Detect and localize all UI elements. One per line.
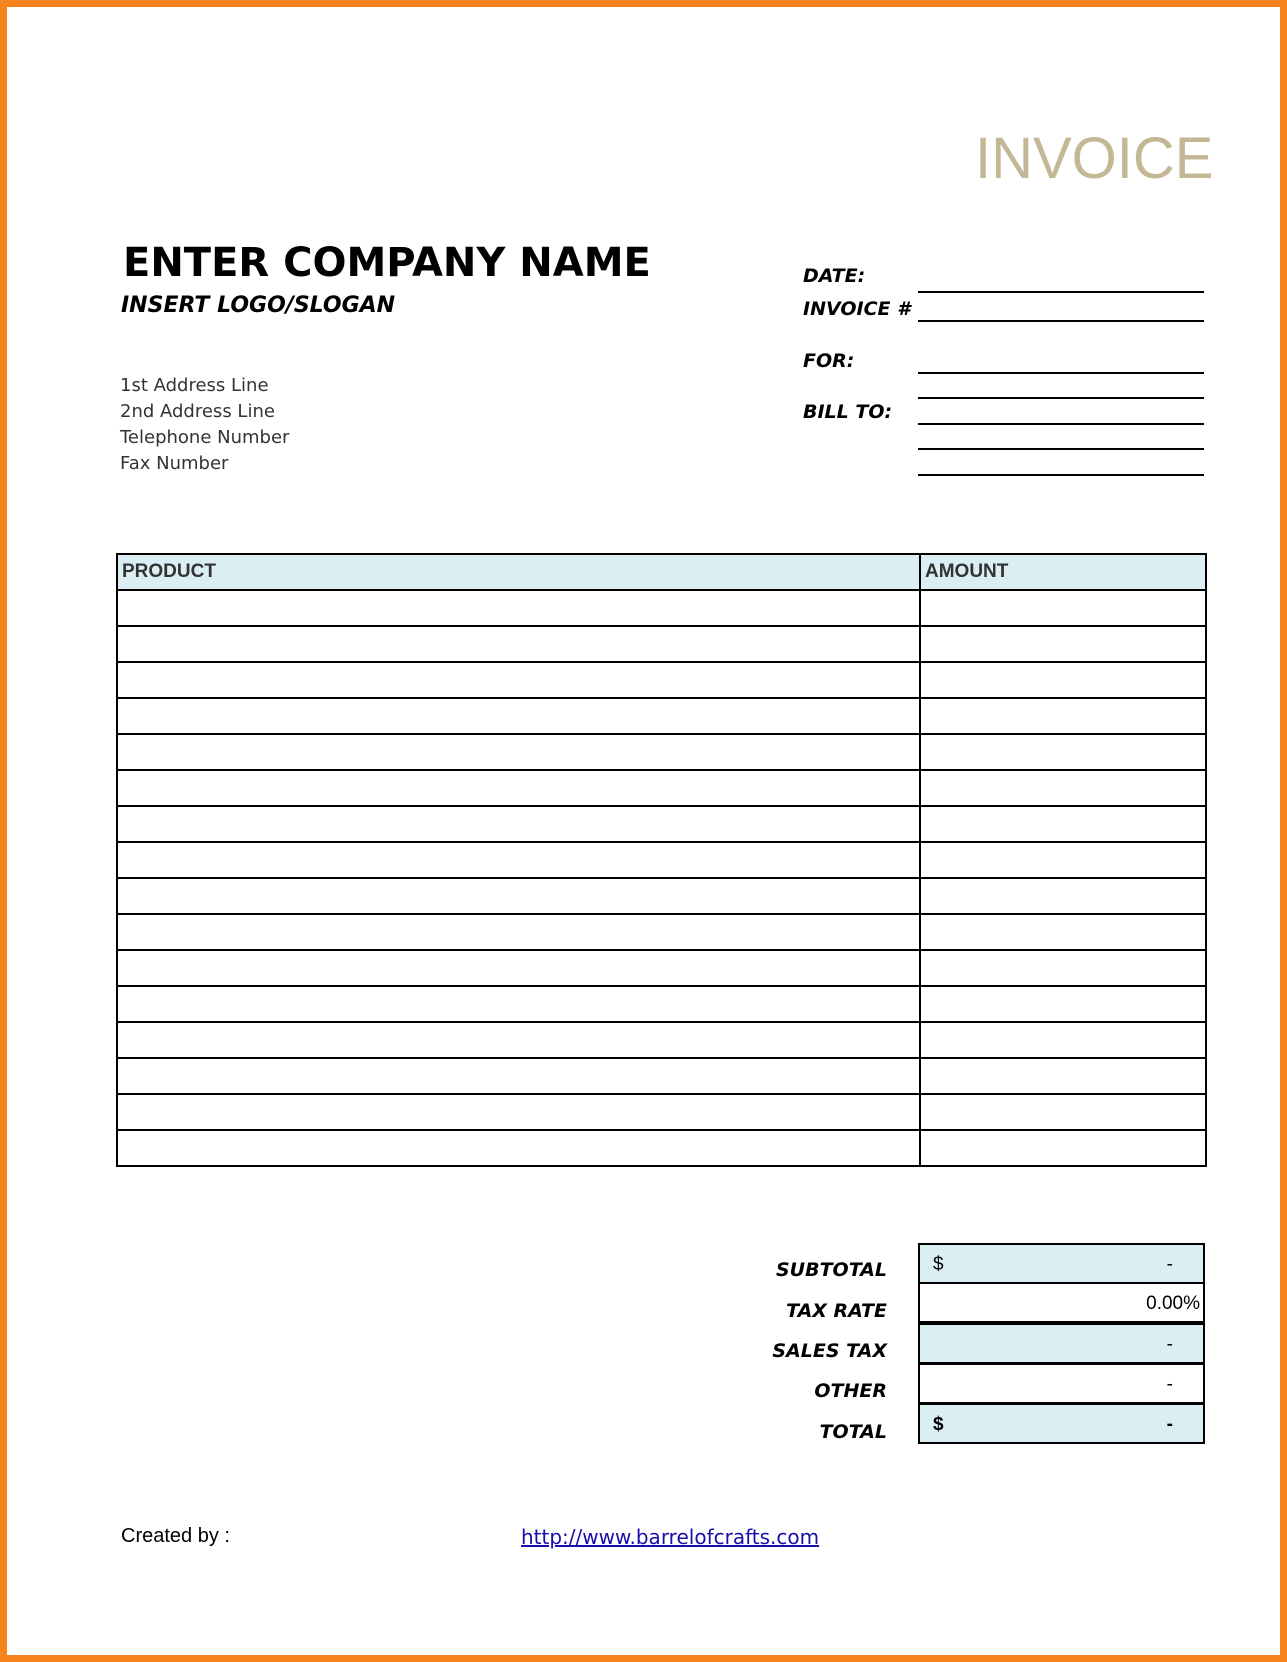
amount-cell[interactable] bbox=[920, 1058, 1206, 1094]
amount-cell[interactable] bbox=[920, 878, 1206, 914]
table-row bbox=[117, 914, 1206, 950]
table-row bbox=[117, 986, 1206, 1022]
table-row bbox=[117, 1022, 1206, 1058]
amount-column-header: AMOUNT bbox=[920, 554, 1206, 590]
product-cell[interactable] bbox=[117, 1022, 920, 1058]
tax-rate-label: TAX RATE bbox=[786, 1300, 887, 1322]
logo-slogan: INSERT LOGO/SLOGAN bbox=[121, 293, 396, 318]
fax-line: Fax Number bbox=[120, 453, 229, 474]
date-label: DATE: bbox=[803, 265, 866, 287]
product-cell[interactable] bbox=[117, 986, 920, 1022]
total-cell bbox=[918, 1403, 1205, 1444]
product-cell[interactable] bbox=[117, 698, 920, 734]
bill-to-label: BILL TO: bbox=[803, 401, 893, 423]
product-cell[interactable] bbox=[117, 878, 920, 914]
date-field-line[interactable] bbox=[918, 291, 1204, 293]
tax-rate-value: 0.00% bbox=[1146, 1293, 1200, 1314]
table-header-row bbox=[117, 554, 1206, 590]
table-row bbox=[117, 590, 1206, 626]
product-cell[interactable] bbox=[117, 662, 920, 698]
product-cell[interactable] bbox=[117, 1094, 920, 1130]
address-line-1: 1st Address Line bbox=[120, 375, 269, 396]
telephone-line: Telephone Number bbox=[120, 427, 290, 448]
table-row bbox=[117, 878, 1206, 914]
amount-cell[interactable] bbox=[920, 626, 1206, 662]
sales-tax-label: SALES TAX bbox=[772, 1340, 887, 1362]
table-row bbox=[117, 626, 1206, 662]
amount-cell[interactable] bbox=[920, 734, 1206, 770]
total-currency: $ bbox=[933, 1414, 944, 1435]
invoice-number-field-line[interactable] bbox=[918, 320, 1204, 322]
bill-to-field-line-4[interactable] bbox=[918, 474, 1204, 476]
amount-cell[interactable] bbox=[920, 914, 1206, 950]
total-value: - bbox=[1166, 1414, 1173, 1435]
amount-cell[interactable] bbox=[920, 662, 1206, 698]
table-row bbox=[117, 1094, 1206, 1130]
items-table bbox=[116, 553, 1207, 1167]
amount-cell[interactable] bbox=[920, 842, 1206, 878]
table-row bbox=[117, 698, 1206, 734]
product-cell[interactable] bbox=[117, 590, 920, 626]
bill-to-field-line-1[interactable] bbox=[918, 397, 1204, 399]
subtotal-value: - bbox=[1166, 1254, 1173, 1275]
address-line-2: 2nd Address Line bbox=[120, 401, 275, 422]
table-row bbox=[117, 842, 1206, 878]
product-cell[interactable] bbox=[117, 914, 920, 950]
other-value: - bbox=[1166, 1374, 1173, 1395]
bill-to-field-line-2[interactable] bbox=[918, 423, 1204, 425]
amount-cell[interactable] bbox=[920, 590, 1206, 626]
amount-cell[interactable] bbox=[920, 1022, 1206, 1058]
other-cell[interactable] bbox=[918, 1363, 1205, 1404]
amount-cell[interactable] bbox=[920, 698, 1206, 734]
amount-cell[interactable] bbox=[920, 950, 1206, 986]
amount-cell[interactable] bbox=[920, 770, 1206, 806]
total-label: TOTAL bbox=[819, 1421, 887, 1443]
subtotal-cell bbox=[918, 1243, 1205, 1284]
product-cell[interactable] bbox=[117, 626, 920, 662]
company-name: ENTER COMPANY NAME bbox=[123, 240, 651, 286]
address-block bbox=[120, 373, 289, 477]
product-cell[interactable] bbox=[117, 842, 920, 878]
invoice-title: INVOICE bbox=[975, 126, 1214, 191]
product-cell[interactable] bbox=[117, 806, 920, 842]
table-row bbox=[117, 734, 1206, 770]
created-by-label: Created by : bbox=[121, 1525, 230, 1547]
other-label: OTHER bbox=[814, 1380, 887, 1402]
product-column-header: PRODUCT bbox=[117, 554, 920, 590]
product-cell[interactable] bbox=[117, 734, 920, 770]
table-row bbox=[117, 770, 1206, 806]
amount-cell[interactable] bbox=[920, 1094, 1206, 1130]
table-row bbox=[117, 1058, 1206, 1094]
bill-to-field-line-3[interactable] bbox=[918, 448, 1204, 450]
table-row bbox=[117, 950, 1206, 986]
table-row bbox=[117, 1130, 1206, 1166]
amount-cell[interactable] bbox=[920, 986, 1206, 1022]
subtotal-currency: $ bbox=[933, 1254, 944, 1275]
amount-cell[interactable] bbox=[920, 1130, 1206, 1166]
product-cell[interactable] bbox=[117, 1130, 920, 1166]
sales-tax-cell bbox=[918, 1323, 1205, 1364]
invoice-number-label: INVOICE # bbox=[803, 298, 911, 320]
product-cell[interactable] bbox=[117, 1058, 920, 1094]
table-row bbox=[117, 806, 1206, 842]
amount-cell[interactable] bbox=[920, 806, 1206, 842]
website-link[interactable]: http://www.barrelofcrafts.com bbox=[521, 1525, 820, 1549]
product-cell[interactable] bbox=[117, 770, 920, 806]
for-label: FOR: bbox=[803, 350, 855, 372]
product-cell[interactable] bbox=[117, 950, 920, 986]
tax-rate-cell[interactable] bbox=[918, 1282, 1205, 1323]
sales-tax-value: - bbox=[1166, 1334, 1173, 1355]
for-field-line[interactable] bbox=[918, 372, 1204, 374]
table-row bbox=[117, 662, 1206, 698]
subtotal-label: SUBTOTAL bbox=[775, 1259, 887, 1281]
